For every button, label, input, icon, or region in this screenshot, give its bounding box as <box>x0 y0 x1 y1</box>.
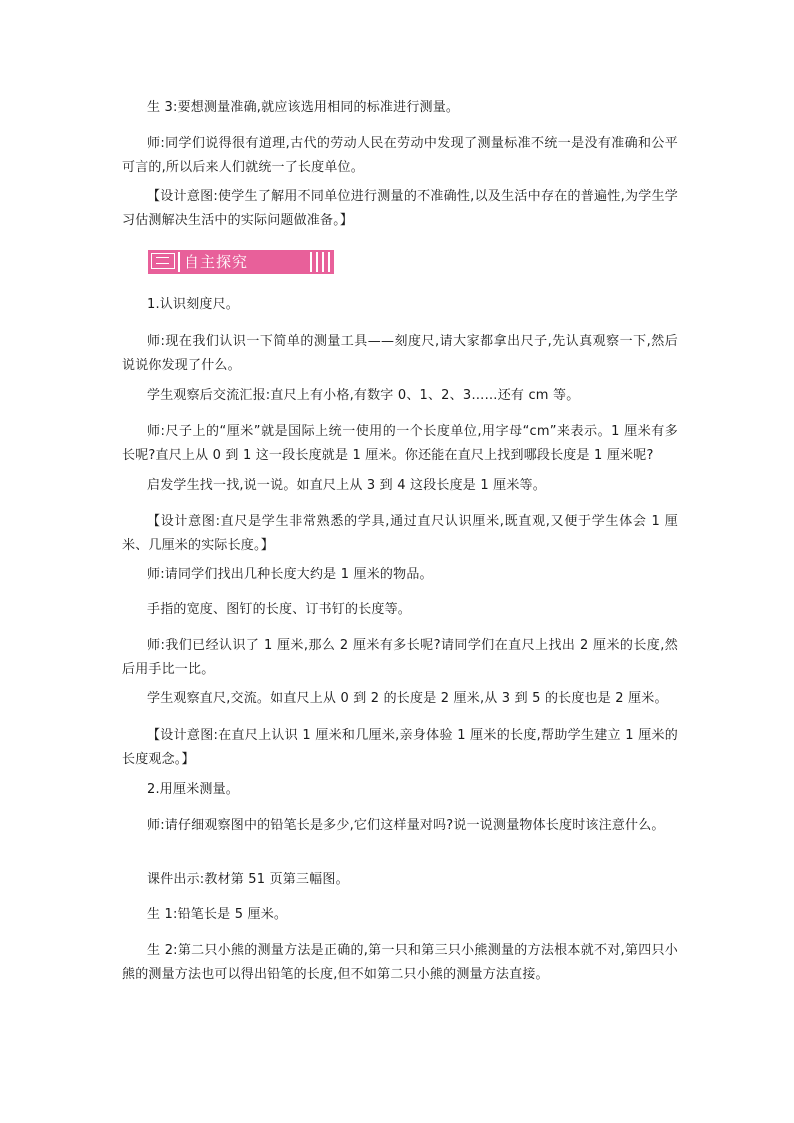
paragraph-student-observation: 学生观察后交流汇报:直尺上有小格,有数字 0、1、2、3……还有 cm 等。 <box>147 388 580 403</box>
section-divider <box>178 252 180 272</box>
paragraph-design-intent-3: 【设计意图:在直尺上认识 1 厘米和几厘米,亲身体验 1 厘米的长度,帮助学生建立 1 厘米的长度观念。】 <box>122 728 678 767</box>
paragraph-teacher-pencil: 师:请仔细观察图中的铅笔长是多少,它们这样量对吗?说一说测量物体长度时该注意什么。 <box>147 818 665 833</box>
paragraph-teacher-2cm: 师:我们已经认识了 1 厘米,那么 2 厘米有多长呢?请同学们在直尺上找出 2 厘米的长度,然后用手比一比。 <box>122 638 678 677</box>
section-decoration-bars <box>310 252 330 272</box>
paragraph-teacher-summary: 师:同学们说得很有道理,古代的劳动人民在劳动中发现了测量标准不统一是没有准确和公平可言的,所以后来人们就统一了长度单位。 <box>122 136 678 175</box>
section-title: 自主探究 <box>184 253 249 271</box>
paragraph-teacher-find-objects: 师:请同学们找出几种长度大约是 1 厘米的物品。 <box>147 567 433 582</box>
section-number-two-icon <box>151 253 175 269</box>
paragraph-student3-answer: 生 3:要想测量准确,就应该选用相同的标准进行测量。 <box>147 100 460 115</box>
paragraph-find-segment: 启发学生找一找,说一说。如直尺上从 3 到 4 这段长度是 1 厘米等。 <box>147 478 546 493</box>
paragraph-student-2cm: 学生观察直尺,交流。如直尺上从 0 到 2 的长度是 2 厘米,从 3 到 5 的长度也是 2 厘米。 <box>147 691 668 706</box>
paragraph-student1-pencil: 生 1:铅笔长是 5 厘米。 <box>147 907 288 922</box>
paragraph-subheading-ruler: 1.认识刻度尺。 <box>147 297 240 312</box>
paragraph-courseware: 课件出示:教材第 51 页第三幅图。 <box>147 872 349 887</box>
section-header <box>148 250 334 274</box>
paragraph-subheading-measure: 2.用厘米测量。 <box>147 782 240 797</box>
paragraph-student2-bears: 生 2:第二只小熊的测量方法是正确的,第一只和第三只小熊测量的方法根本就不对,第四只小熊的测量方法也可以得出铅笔的长度,但不如第二只小熊的测量方法直接。 <box>122 943 678 982</box>
paragraph-object-examples: 手指的宽度、图钉的长度、订书钉的长度等。 <box>147 602 412 617</box>
paragraph-teacher-ruler-intro: 师:现在我们认识一下简单的测量工具——刻度尺,请大家都拿出尺子,先认真观察一下,然后说说你发现了什么。 <box>122 334 678 373</box>
paragraph-design-intent-1: 【设计意图:使学生了解用不同单位进行测量的不准确性,以及生活中存在的普遍性,为学生学习估测解决生活中的实际问题做准备。】 <box>122 189 678 228</box>
paragraph-design-intent-2: 【设计意图:直尺是学生非常熟悉的学具,通过直尺认识厘米,既直观,又便于学生体会 1 厘米、几厘米的实际长度。】 <box>122 514 678 553</box>
paragraph-teacher-cm-explanation: 师:尺子上的“厘米”就是国际上统一使用的一个长度单位,用字母“cm”来表示。1 厘米有多长呢?直尺上从 0 到 1 这一段长度就是 1 厘米。你还能在直尺上找到哪段长度是 1 厘米呢? <box>122 424 678 463</box>
